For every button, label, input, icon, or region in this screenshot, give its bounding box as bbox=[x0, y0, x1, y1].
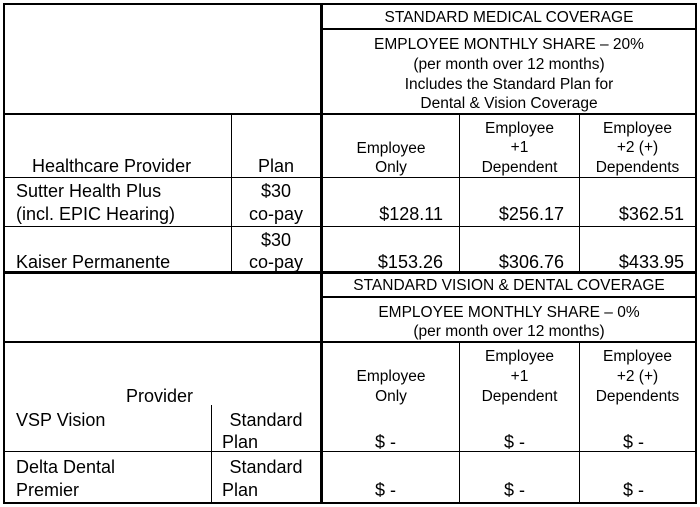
medical-col-employee-only-2: Only bbox=[375, 159, 407, 176]
medical-col-provider: Healthcare Provider bbox=[32, 156, 192, 176]
medical-col-employee-only-1: Employee bbox=[356, 140, 426, 157]
vision-share-period: (per month over 12 months) bbox=[413, 323, 605, 340]
vision-col-provider: Provider bbox=[126, 386, 194, 406]
vision-col-employee-only-2: Only bbox=[375, 388, 407, 405]
medical-row1-employee-only: $128.11 bbox=[379, 204, 443, 224]
vision-row2-provider-2: Premier bbox=[16, 480, 80, 500]
medical-header-rule bbox=[3, 113, 697, 115]
table-border-bottom bbox=[3, 502, 697, 504]
medical-row1-plan-2: co-pay bbox=[248, 204, 304, 224]
vision-col-employee-plus1-3: Dependent bbox=[481, 388, 558, 405]
vision-col-employee-plus2-1: Employee bbox=[603, 348, 672, 365]
vision-row1-plan-2: Plan bbox=[221, 432, 259, 452]
vision-header-rule bbox=[3, 341, 697, 343]
medical-col-employee-plus1-2: +1 bbox=[510, 139, 529, 156]
medical-row1-employee-plus2: $362.51 bbox=[618, 204, 684, 224]
vision-col-employee-plus1-2: +1 bbox=[510, 368, 529, 385]
medical-row1-rule bbox=[3, 177, 697, 178]
medical-row2-employee-plus1: $306.76 bbox=[498, 252, 564, 272]
medical-row1-provider-1: Sutter Health Plus bbox=[16, 181, 162, 201]
vision-col-employee-plus2-3: Dependents bbox=[595, 388, 680, 405]
vision-row2-provider-1: Delta Dental bbox=[16, 457, 116, 477]
table-border-top bbox=[3, 3, 697, 5]
vision-row2-employee-plus1: $ - bbox=[504, 480, 526, 500]
vision-row2-plan-1: Standard bbox=[229, 457, 303, 477]
vision-col-employee-plus2-2: +2 (+) bbox=[616, 368, 659, 385]
medical-share-note-1: Includes the Standard Plan for bbox=[404, 76, 614, 93]
vision-row1-rule bbox=[3, 451, 697, 452]
medical-share-note-2: Dental & Vision Coverage bbox=[420, 95, 598, 112]
medical-col-employee-plus2-2: +2 (+) bbox=[616, 139, 659, 156]
medical-col-employee-plus1-3: Dependent bbox=[481, 159, 558, 176]
medical-share-title: EMPLOYEE MONTHLY SHARE – 20% bbox=[374, 36, 644, 53]
vision-row1-plan-1: Standard bbox=[229, 410, 303, 430]
vision-col-employee-only-1: Employee bbox=[356, 368, 426, 385]
vision-col-employee-plus1-1: Employee bbox=[485, 348, 554, 365]
medical-row1-provider-2: (incl. EPIC Hearing) bbox=[16, 204, 176, 224]
table-border-left bbox=[3, 3, 5, 504]
medical-row1-plan-1: $30 bbox=[260, 181, 292, 201]
medical-col-employee-plus2-1: Employee bbox=[603, 120, 672, 137]
vision-row1-provider-1: VSP Vision bbox=[16, 410, 106, 430]
medical-row2-provider-1: Kaiser Permanente bbox=[16, 252, 171, 272]
medical-row2-rule bbox=[3, 226, 697, 227]
medical-share-period: (per month over 12 months) bbox=[413, 56, 605, 73]
vision-share-title: EMPLOYEE MONTHLY SHARE – 0% bbox=[378, 304, 640, 321]
vision-row2-employee-plus2: $ - bbox=[623, 480, 645, 500]
medical-row2-plan-1: $30 bbox=[260, 230, 292, 250]
medical-col-plan: Plan bbox=[257, 156, 295, 176]
vision-row2-employee-only: $ - bbox=[375, 480, 397, 500]
medical-col-employee-plus2-3: Dependents bbox=[595, 159, 680, 176]
vision-row1-employee-plus2: $ - bbox=[623, 432, 645, 452]
medical-row2-plan-2: co-pay bbox=[248, 252, 304, 272]
medical-row2-employee-only: $153.26 bbox=[377, 252, 443, 272]
medical-col-employee-plus1-1: Employee bbox=[485, 120, 554, 137]
table-border-right bbox=[695, 3, 697, 504]
medical-title-rule bbox=[322, 28, 696, 30]
vision-row2-plan-2: Plan bbox=[221, 480, 259, 500]
medical-title: STANDARD MEDICAL COVERAGE bbox=[384, 9, 634, 26]
vision-title: STANDARD VISION & DENTAL COVERAGE bbox=[353, 277, 665, 294]
vision-title-rule bbox=[322, 296, 696, 298]
medical-row1-employee-plus1: $256.17 bbox=[498, 204, 564, 224]
vision-row1-employee-plus1: $ - bbox=[504, 432, 526, 452]
vision-row1-employee-only: $ - bbox=[375, 432, 397, 452]
medical-row2-employee-plus2: $433.95 bbox=[618, 252, 684, 272]
benefits-coverage-table bbox=[3, 3, 697, 504]
